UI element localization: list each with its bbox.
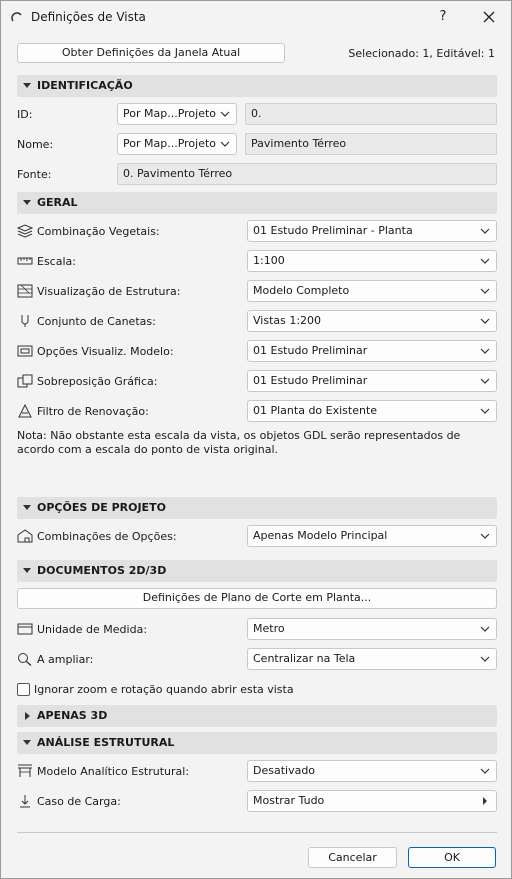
select-value: 01 Estudo Preliminar [253, 344, 368, 357]
chevron-down-icon [480, 376, 490, 386]
load-case-icon [17, 794, 33, 808]
id-source-select[interactable] [117, 103, 237, 125]
chevron-down-icon [480, 226, 490, 236]
select-value: Por Map...Projeto [123, 137, 217, 150]
chevron-down-icon [23, 740, 31, 745]
chevron-down-icon [23, 568, 31, 573]
a-ampliar-select[interactable] [247, 648, 497, 670]
nome-source-select[interactable] [117, 133, 237, 155]
combinacao-vegetais-label: Combinação Vegetais: [37, 225, 160, 238]
opcoes-visualiz-modelo-select[interactable] [247, 340, 497, 362]
escala-label: Escala: [37, 255, 76, 268]
design-options-icon [17, 529, 33, 543]
combinacoes-opcoes-label: Combinações de Opções: [37, 530, 177, 543]
caso-carga-label: Caso de Carga: [37, 795, 121, 808]
select-value: Vistas 1:200 [253, 314, 322, 327]
chevron-right-icon [480, 796, 490, 806]
section-header-label: GERAL [37, 196, 78, 209]
section-header-label: OPÇÕES DE PROJETO [37, 501, 166, 514]
footer-separator [17, 832, 497, 833]
chevron-down-icon [480, 346, 490, 356]
chevron-down-icon [23, 83, 31, 88]
chevron-down-icon [480, 624, 490, 634]
select-value: 01 Estudo Preliminar [253, 374, 368, 387]
escala-select[interactable] [247, 250, 497, 272]
measure-unit-icon [17, 622, 33, 636]
chevron-down-icon [480, 256, 490, 266]
select-value: Apenas Modelo Principal [253, 529, 388, 542]
fonte-label: Fonte: [17, 168, 52, 181]
filtro-renovacao-select[interactable] [247, 400, 497, 422]
modelo-analitico-label: Modelo Analítico Estrutural: [37, 765, 190, 778]
analytical-model-icon [17, 764, 33, 778]
visualizacao-estrutura-label: Visualização de Estrutura: [37, 285, 181, 298]
section-header-label: APENAS 3D [37, 709, 108, 722]
section-analise-estrutural[interactable] [17, 732, 497, 754]
section-identificacao[interactable] [17, 75, 497, 97]
cut-plane-settings-button[interactable]: Definições de Plano de Corte em Planta... [17, 588, 497, 609]
chevron-down-icon [220, 139, 230, 149]
select-value: Centralizar na Tela [253, 652, 356, 665]
sobreposicao-grafica-select[interactable] [247, 370, 497, 392]
chevron-down-icon [220, 109, 230, 119]
cancel-button[interactable]: Cancelar [308, 847, 397, 868]
id-label: ID: [17, 108, 33, 121]
chevron-down-icon [480, 406, 490, 416]
chevron-down-icon [480, 654, 490, 664]
chevron-down-icon [480, 286, 490, 296]
section-documentos-2d-3d[interactable] [17, 560, 497, 582]
section-header-label: ANÁLISE ESTRUTURAL [37, 736, 175, 749]
nome-field[interactable]: Pavimento Térreo [245, 133, 497, 155]
conjunto-canetas-select[interactable] [247, 310, 497, 332]
id-field[interactable]: 0. [245, 103, 497, 125]
gdl-scale-note: Nota: Não obstante esta escala da vista, os objetos GDL serão representados de acordo com a escala do ponto de vista original. [17, 429, 461, 456]
combinacao-vegetais-select[interactable] [247, 220, 497, 242]
app-icon [11, 11, 23, 23]
sobreposicao-grafica-label: Sobreposição Gráfica: [37, 375, 158, 388]
chevron-down-icon [23, 505, 31, 510]
unidade-medida-select[interactable] [247, 618, 497, 640]
chevron-down-icon [480, 531, 490, 541]
select-value: Metro [253, 622, 285, 635]
opcoes-visualiz-modelo-label: Opções Visualiz. Modelo: [37, 345, 174, 358]
chevron-down-icon [480, 766, 490, 776]
section-opcoes-projeto[interactable] [17, 497, 497, 519]
select-value: Desativado [253, 764, 316, 777]
combinacoes-opcoes-select[interactable] [247, 525, 497, 547]
chevron-down-icon [480, 316, 490, 326]
section-header-label: DOCUMENTOS 2D/3D [37, 564, 167, 577]
filtro-renovacao-label: Filtro de Renovação: [37, 405, 149, 418]
select-value: 01 Estudo Preliminar - Planta [253, 224, 413, 237]
structure-icon [17, 284, 33, 298]
get-current-window-settings-button[interactable]: Obter Definições da Janela Atual [17, 43, 285, 63]
ignore-zoom-checkbox[interactable] [17, 683, 30, 696]
close-icon[interactable] [477, 5, 501, 29]
select-value: 1:100 [253, 254, 285, 267]
select-value: Modelo Completo [253, 284, 350, 297]
title-bar [1, 1, 511, 33]
select-value: Por Map...Projeto [123, 107, 217, 120]
chevron-right-icon [25, 712, 30, 720]
caso-carga-select[interactable] [247, 790, 497, 812]
unidade-medida-label: Unidade de Medida: [37, 623, 148, 636]
section-header-label: IDENTIFICAÇÃO [37, 79, 133, 92]
select-value: Mostrar Tudo [253, 794, 325, 807]
ok-button[interactable]: OK [408, 847, 496, 868]
window-title: Definições de Vista [31, 10, 146, 24]
modelo-analitico-select[interactable] [247, 760, 497, 782]
section-geral[interactable] [17, 192, 497, 214]
conjunto-canetas-label: Conjunto de Canetas: [37, 315, 156, 328]
section-apenas-3d[interactable] [17, 705, 497, 727]
ignore-zoom-label: Ignorar zoom e rotação quando abrir esta vista [34, 683, 294, 696]
renovation-filter-icon [17, 404, 33, 418]
a-ampliar-label: A ampliar: [37, 653, 94, 666]
ruler-icon [17, 254, 33, 268]
help-button[interactable]: ? [439, 9, 447, 24]
fonte-field: 0. Pavimento Térreo [117, 163, 497, 185]
selection-status: Selecionado: 1, Editável: 1 [348, 47, 495, 60]
graphic-override-icon [17, 374, 33, 388]
chevron-down-icon [23, 200, 31, 205]
model-display-icon [17, 344, 33, 358]
zoom-icon [17, 652, 33, 666]
nome-label: Nome: [17, 138, 54, 151]
select-value: 01 Planta do Existente [253, 404, 378, 417]
pen-icon [17, 314, 33, 328]
layers-icon [17, 224, 33, 238]
visualizacao-estrutura-select[interactable] [247, 280, 497, 302]
